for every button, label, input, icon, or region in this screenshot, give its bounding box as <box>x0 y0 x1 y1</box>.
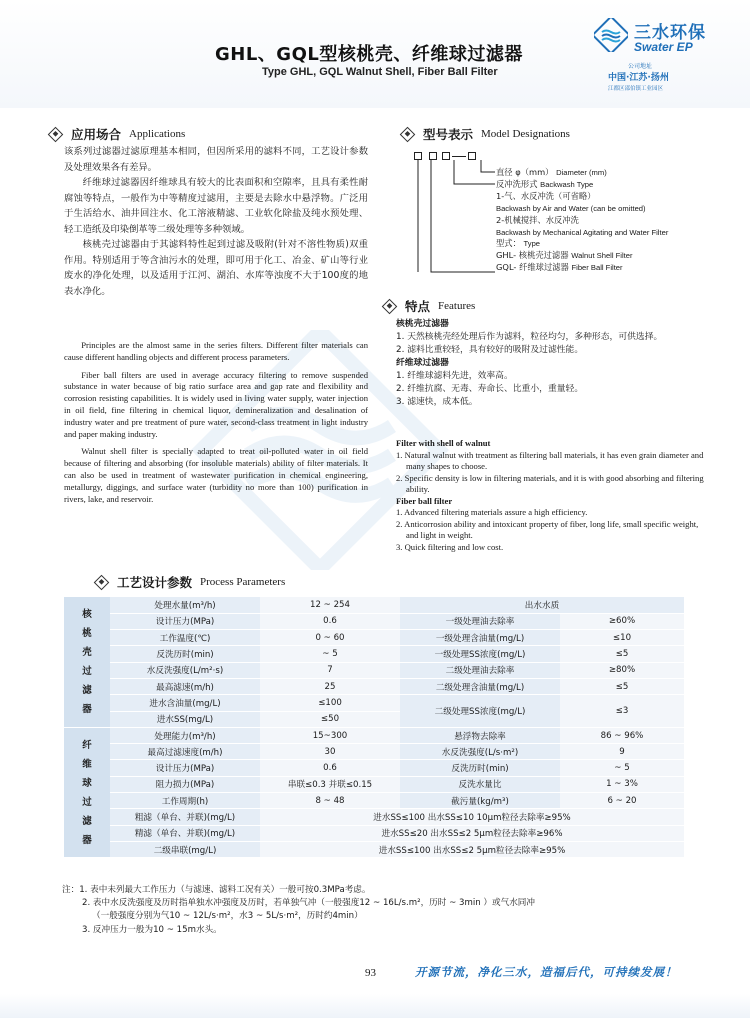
table-row: 工作温度(℃) 0 ~ 60 一级处理含油量(mg/L) ≤10 <box>64 630 684 646</box>
table-row: 水反洗强度(L/m²·s) 7 二级处理油去除率 ≥80% <box>64 662 684 678</box>
page-footer <box>0 960 750 1018</box>
model-line: 2-机械搅拌、水反冲洗 <box>496 214 579 225</box>
logo-mark-icon <box>594 18 628 52</box>
table-row: 进水SS(mg/L) ≤50 <box>64 711 684 727</box>
code-box <box>429 152 437 160</box>
model-line: Backwash by Air and Water (can be omitted) <box>496 203 646 213</box>
page-number: 93 <box>365 967 376 979</box>
model-line: 型式： Type <box>496 238 541 249</box>
table-row: 设计压力(MPa) 0.6 一级处理油去除率 ≥60% <box>64 613 684 629</box>
features-en: Filter with shell of walnut 1. Natural walnut with treatment as filtering ball materials, it has even grain diameter and many shapes to choose. 2. Specific density is low in filtering materials, and it is with good absorbing and filtering ability. Fiber ball filter 1. Advanced filtering materials assure a high efficiency. 2. Anticorrosion ability and intoxicant property of fiber, long life, small specific weight, and light in weight. 3. Quick filtering and low cost. <box>396 438 704 552</box>
code-box <box>468 152 476 160</box>
code-box <box>442 152 450 160</box>
process-parameters-table <box>64 597 684 858</box>
table-row: 粗滤（单台、并联)(mg/L) 进水SS≤100 出水SS≤10 10μm粒径去除率≥95% <box>64 809 684 825</box>
table-row: 最高滤速(m/h) 25 二级处理含油量(mg/L) ≤5 <box>64 678 684 694</box>
logo-address: 江都区邵伯镇工业园区 <box>608 86 664 92</box>
table-row: 设计压力(MPa) 0.6 反洗历时(min) ~ 5 <box>64 760 684 776</box>
model-line: GHL- 核桃壳过滤器 Walnut Shell Filter <box>496 250 633 261</box>
table-row: 阻力损力(MPa) 串联≤0.3 并联≤0.15 反洗水量比 1 ~ 3% <box>64 776 684 792</box>
logo-name-en: Swater EP <box>634 40 693 54</box>
logo-small-text: 公司地址 <box>628 63 653 70</box>
table-row: 精滤（单台、并联)(mg/L) 进水SS≤20 出水SS≤2 5μm粒径去除率≥96% <box>64 825 684 841</box>
table-row: 核 桃 壳 过 滤 器 处理水量(m³/h) 12 ~ 254 出水水质 <box>64 597 684 613</box>
table-row: 工作周期(h) 8 ~ 48 截污量(kg/m³) 6 ~ 20 <box>64 793 684 809</box>
model-line: 反冲洗形式 Backwash Type <box>496 178 594 189</box>
model-line: GQL- 纤维球过滤器 Fiber Ball Filter <box>496 262 623 273</box>
applications-cn-text: 该系列过滤器过滤原理基本相同，但因所采用的滤料不同，工艺设计参数及处理效果各有差异。 纤维球过滤器因纤维球具有较大的比表面积和空隙率，且具有柔性耐腐蚀等特点，一般作为中等精度过滤用，主要是去除水中悬浮物。广泛用于生活给水、油井回注水、化工溶液精滤、工业软化除盐及纯水预处理、轻工造纸及印染倒革等二级处理等多种领域。 核桃壳过滤器由于其滤料特性起到过滤及吸附(针对不溶性物质)双重作用。特别适用于等含油污水的处理，即可用于化工、冶金、矿山等行业废水的净化处理，以及适用于江河、湖泊、水库等浊度不大于100度的地表水净化。 <box>64 146 368 297</box>
page-header <box>0 0 750 108</box>
model-line: 直径 φ（mm） Diameter (mm) <box>496 167 607 177</box>
table-row: 进水含油量(mg/L) ≤100 二级处理SS浓度(mg/L) ≤3 <box>64 695 684 711</box>
model-designation-list <box>496 167 668 274</box>
code-box <box>414 152 422 160</box>
note-line: 注：1. 表中未列最大工作压力（与滤速、滤料工况有关）一般可按0.3MPa考虑。 <box>62 885 371 895</box>
company-logo <box>594 16 724 96</box>
model-line: Backwash by Mechanical Agitating and Water Filter <box>496 227 669 237</box>
model-connector-lines <box>400 160 500 300</box>
applications-en-text: Principles are the almost same in the series filters. Different filter materials can cause different handling objects and different process parameters. Fiber ball filters are used in average accuracy filtering to remove suspended substance in water because of big ratio surface area and gap rate and flexibility and corrosion resisting capabilities. It is widely used in living water supply, water injection in oil field, fine filtering in chemical liquor, demineralization and desalination of industry water and pre treatment of pure water, second-class treatment in light industry and paper making industry. Walnut shell filter is specially adapted to treat oil-polluted water in oil field because of filtering and absorbing (for insoluble materials) ability of filter materials. It can also be used in treatment of wastewater purification in chemical engineering, metallurgy, diggings, and surface water (turbidity no more than 100) purification in rivers, lake, and reservoir. <box>64 340 368 504</box>
page-subtitle: Type GHL, GQL Walnut Shell, Fiber Ball Filter <box>262 66 498 78</box>
note-line: 3. 反冲压力一般为10 ~ 15m水头。 <box>82 924 222 935</box>
logo-name-cn: 三水环保 <box>634 23 706 43</box>
features-heading: 特点 Features <box>384 297 475 315</box>
diamond-bullet-icon <box>48 126 64 142</box>
footer-slogan: 开源节流，净化三水，造福后代，可持续发展！ <box>415 965 678 979</box>
model-line: 1-气、水反冲洗（可省略） <box>496 190 596 201</box>
table-row: 最高过滤速度(m/h) 30 水反洗强度(L/s·m²) 9 <box>64 744 684 760</box>
table-row: 二级串联(mg/L) 进水SS≤100 出水SS≤2 5μm粒径去除率≥95% <box>64 841 684 857</box>
table-notes <box>62 884 535 937</box>
logo-location: 中国·江苏·扬州 <box>608 73 669 83</box>
model-heading: 型号表示 Model Designations <box>402 125 570 143</box>
note-line: （一般强度分别为气10 ~ 12L/s·m²，水3 ~ 5L/s·m²，历时约4min） <box>92 911 363 922</box>
table-row: 纤 维 球 过 滤 器 处理能力(m³/h) 15~300 悬浮物去除率 86 ~ 96% <box>64 727 684 743</box>
group-label-fiber: 纤 维 球 过 滤 器 <box>64 727 110 857</box>
diamond-bullet-icon <box>94 574 110 590</box>
group-label-walnut: 核 桃 壳 过 滤 器 <box>64 597 110 727</box>
table-row: 反洗历时(min) ~ 5 一级处理SS浓度(mg/L) ≤5 <box>64 646 684 662</box>
model-code-boxes <box>414 152 476 160</box>
note-line: 2. 表中水反洗强度及历时指单独水冲强度及历时，若单独气冲（一般强度12 ~ 16L/s.m²，历时 ~ 3min ）或气水同冲 <box>82 898 535 909</box>
diamond-bullet-icon <box>400 126 416 142</box>
footer-band <box>0 994 750 1018</box>
page-title: GHL、GQL型核桃壳、纤维球过滤器 <box>215 44 523 65</box>
diamond-bullet-icon <box>382 298 398 314</box>
process-heading: 工艺设计参数 Process Parameters <box>96 573 285 591</box>
features-cn: 核桃壳过滤器 1. 天然核桃壳经处理后作为滤料，粒径均匀，多种形态，可供选择。 2. 滤料比重较轻，具有较好的吸附及过滤性能。 纤维球过滤器 1. 纤维球滤料先进，效率高。 2. 纤维抗腐、无毒、寿命长、比重小，重量轻。 3. 滤速快，成本低。 <box>396 319 663 407</box>
applications-heading: 应用场合 Applications <box>50 125 185 143</box>
